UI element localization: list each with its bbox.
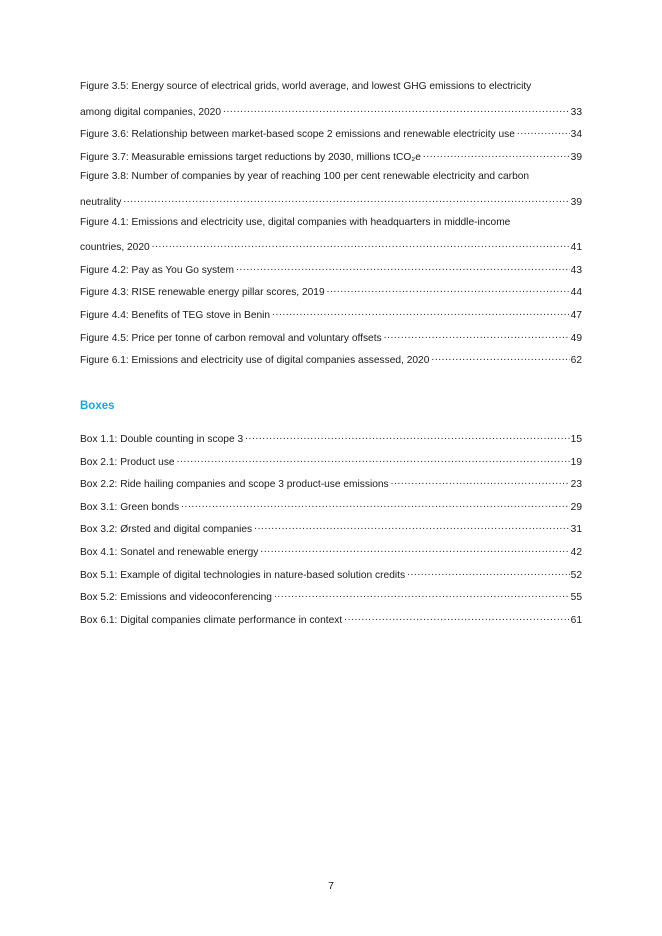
dot-leader [423,148,570,160]
toc-page-number: 39 [570,151,582,163]
toc-entry-figure-3-5[interactable] [80,80,582,125]
toc-entry-label: Box 5.1: Example of digital technologies in nature-based solution credits [80,569,406,581]
toc-entry-label: countries, 2020 [80,242,150,254]
dot-leader [254,520,570,532]
toc-entry-box-4-1[interactable] [80,543,582,566]
toc-entry-box-5-1[interactable] [80,566,582,589]
dot-leader [223,103,570,115]
toc-entry-box-6-1[interactable] [80,611,582,634]
toc-page-number: 44 [570,287,582,299]
toc-entry-figure-4-4[interactable] [80,306,582,329]
toc-entry-label: neutrality [80,196,122,208]
dot-leader [236,261,570,273]
toc-entry-box-2-2[interactable] [80,475,582,498]
toc-page-number: 23 [570,479,582,491]
list-of-boxes [80,430,582,633]
toc-page-number: 34 [570,129,582,141]
dot-leader [260,543,569,555]
toc-page-number: 19 [570,456,582,468]
toc-entry-text: Figure 3.8: Number of companies by year of reaching 100 per cent renewable electricity and carbon [80,171,530,183]
toc-entry-box-5-2[interactable] [80,588,582,611]
toc-entry-label: Box 1.1: Double counting in scope 3 [80,434,244,445]
toc-entry-box-1-1[interactable] [80,430,582,453]
dot-leader [245,430,570,442]
list-of-figures [80,80,582,374]
toc-entry-text: Figure 4.1: Emissions and electricity use, digital companies with headquarters in middle-income [80,216,511,228]
dot-leader [344,611,569,623]
toc-page-number: 15 [570,434,582,445]
toc-entry-figure-6-1[interactable] [80,351,582,374]
dot-leader [391,475,570,487]
toc-entry-figure-3-7[interactable] [80,148,582,171]
toc-page-number: 42 [570,546,582,558]
dot-leader [177,453,570,465]
toc-entry-figure-3-6[interactable] [80,125,582,148]
toc-entry-label: Figure 6.1: Emissions and electricity use of digital companies assessed, 2020 [80,355,430,367]
toc-entry-box-2-1[interactable] [80,453,582,476]
toc-entry-label: Box 3.2: Ørsted and digital companies [80,524,253,536]
toc-page-number: 31 [570,524,582,536]
toc-page-number: 49 [570,332,582,344]
dot-leader [327,283,570,295]
toc-entry-label: Box 6.1: Digital companies climate performance in context [80,614,343,626]
toc-entry-label: Box 5.2: Emissions and videoconferencing [80,592,272,604]
toc-entry-text: Figure 3.5: Energy source of electrical grids, world average, and lowest GHG emissions to electricity [80,81,532,92]
dot-leader [274,588,570,600]
toc-entry-label: Figure 4.4: Benefits of TEG stove in Benin [80,309,271,321]
toc-entry-figure-4-2[interactable] [80,261,582,284]
toc-entry-label: Figure 4.5: Price per tonne of carbon removal and voluntary offsets [80,332,382,344]
toc-entry-figure-4-1[interactable] [80,216,582,261]
toc-page-number: 47 [570,309,582,321]
dot-leader [407,566,570,578]
toc-entry-label: Box 4.1: Sonatel and renewable energy [80,546,259,558]
toc-page-number: 39 [570,196,582,208]
toc-entry-label: Box 3.1: Green bonds [80,501,180,513]
toc-page-number: 33 [570,106,582,118]
toc-page-number: 62 [570,355,582,367]
dot-leader [152,238,570,250]
toc-page-number: 61 [570,614,582,626]
section-heading-boxes: Boxes [80,400,115,412]
dot-leader [431,351,569,363]
toc-entry-label: Figure 4.2: Pay as You Go system [80,264,235,276]
dot-leader [181,498,570,510]
toc-entry-label: Box 2.2: Ride hailing companies and scope 3 product-use emissions [80,479,389,491]
toc-entry-label: among digital companies, 2020 [80,106,222,118]
toc-page-number: 41 [570,242,582,254]
toc-page-number: 55 [570,592,582,604]
toc-entry-figure-4-5[interactable] [80,329,582,352]
toc-page-number: 29 [570,501,582,513]
toc-entry-label: Figure 3.7: Measurable emissions target reductions by 2030, millions tCO₂e [80,151,421,163]
toc-entry-label: Box 2.1: Product use [80,456,175,468]
dot-leader [384,329,570,341]
dot-leader [517,125,570,137]
toc-entry-box-3-1[interactable] [80,498,582,521]
toc-entry-box-3-2[interactable] [80,520,582,543]
dot-leader [272,306,570,318]
toc-entry-figure-3-8[interactable] [80,170,582,215]
toc-entry-figure-4-3[interactable] [80,283,582,306]
toc-entry-label: Figure 3.6: Relationship between market-based scope 2 emissions and renewable electricity use [80,129,515,141]
toc-page-number: 43 [570,264,582,276]
toc-entry-label: Figure 4.3: RISE renewable energy pillar scores, 2019 [80,287,325,299]
dot-leader [123,193,569,205]
page-number: 7 [328,880,334,892]
toc-page-number: 52 [570,569,582,581]
